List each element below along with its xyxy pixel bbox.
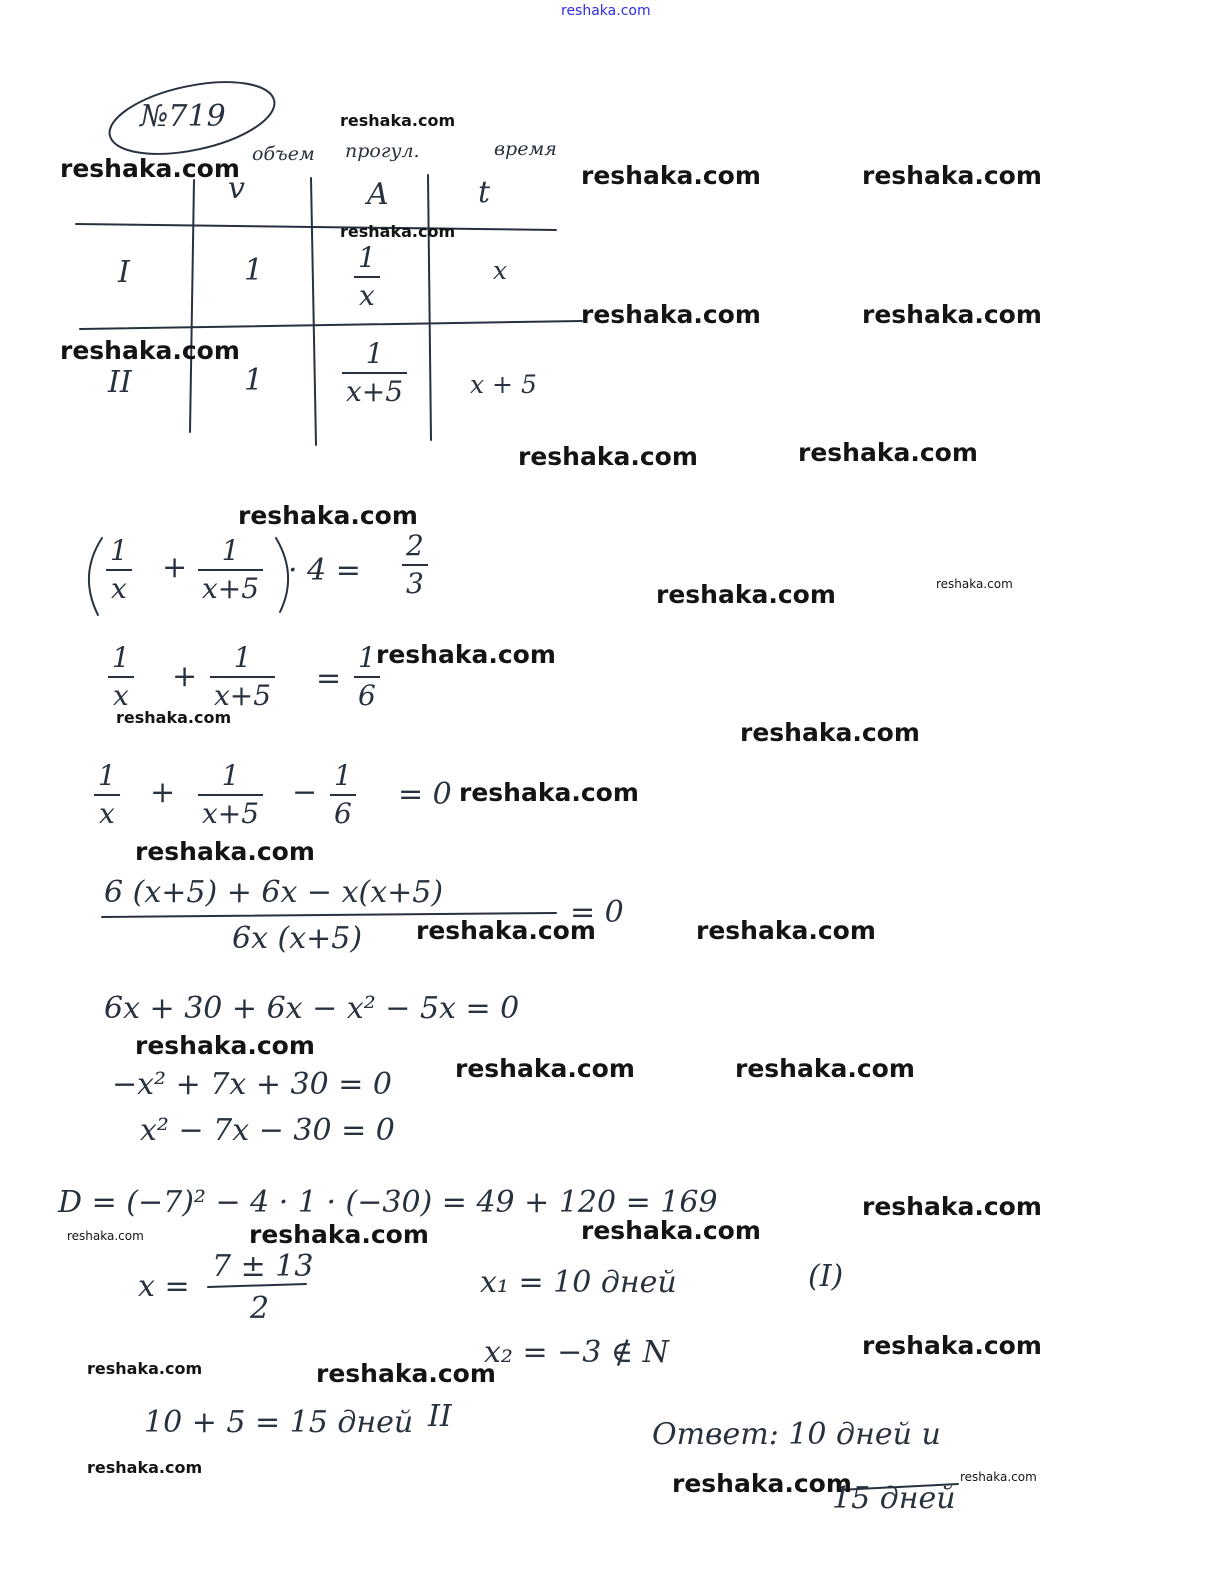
eq3-minus: − <box>292 775 318 810</box>
watermark: reshaka.com <box>60 154 240 183</box>
eq2-frac-1 <box>108 642 134 712</box>
eq2-frac-2-den: x+5 <box>214 679 272 713</box>
eq3-plus: + <box>150 775 176 810</box>
eq3-frac-3-den: 6 <box>334 797 352 831</box>
watermark: reshaka.com <box>862 1192 1042 1221</box>
site-link[interactable]: reshaka.com <box>561 3 651 19</box>
row-2-a-num: 1 <box>365 337 384 370</box>
row-2-label: II <box>108 365 132 400</box>
watermark: reshaka.com <box>656 580 836 609</box>
watermark: reshaka.com <box>740 718 920 747</box>
eq2-frac-1-den: x <box>113 679 129 713</box>
eq4-numerator: 6 (x+5) + 6x − x(x+5) <box>104 875 444 910</box>
table-hline-top <box>76 224 556 230</box>
header-a: A <box>367 177 389 212</box>
discriminant: D = (−7)² − 4 · 1 · (−30) = 49 + 120 = 169 <box>58 1185 718 1220</box>
eq3-frac-3-num: 1 <box>334 759 352 792</box>
eq2-frac-2 <box>210 642 275 712</box>
second-term: 10 + 5 = 15 дней <box>144 1405 414 1440</box>
watermark: reshaka.com <box>696 916 876 945</box>
row-1-t: x <box>493 256 508 285</box>
fraction-bar <box>106 569 132 571</box>
eq7: x² − 7x − 30 = 0 <box>140 1113 395 1148</box>
problem-number: №719 <box>140 99 226 134</box>
watermark: reshaka.com <box>798 438 978 467</box>
eq1-rhs-num: 2 <box>406 529 424 562</box>
row-1-v: 1 <box>244 253 264 288</box>
root-numerator: 7 ± 13 <box>212 1249 314 1284</box>
fraction-bar <box>342 372 407 374</box>
header-t: t <box>478 175 491 210</box>
watermark: reshaka.com <box>960 1470 1037 1484</box>
second-tag: II <box>428 1399 452 1434</box>
watermark: reshaka.com <box>316 1359 496 1388</box>
eq3-frac-1-num: 1 <box>98 759 116 792</box>
eq1-frac-1-num: 1 <box>110 534 128 567</box>
watermark: reshaka.com <box>135 1031 315 1060</box>
eq2-frac-2-num: 1 <box>233 641 252 674</box>
root-fraction-bar <box>208 1284 306 1287</box>
watermark: reshaka.com <box>455 1054 635 1083</box>
row-2-a-fraction <box>342 338 407 408</box>
x1-tag: (I) <box>808 1259 844 1294</box>
eq3-frac-3 <box>330 760 356 830</box>
watermark: reshaka.com <box>672 1469 852 1498</box>
watermark: reshaka.com <box>376 640 556 669</box>
eq6: −x² + 7x + 30 = 0 <box>112 1067 392 1102</box>
eq1-frac-1-den: x <box>111 572 127 606</box>
eq1-frac-2 <box>198 535 263 605</box>
watermark: reshaka.com <box>116 708 232 727</box>
watermark: reshaka.com <box>581 300 761 329</box>
watermark: reshaka.com <box>87 1458 203 1477</box>
row-2-a-den: x+5 <box>346 375 404 409</box>
answer-line-2: 15 дней <box>832 1481 956 1516</box>
row-2-t: x + 5 <box>470 370 537 399</box>
eq2-plus: + <box>172 659 198 694</box>
eq1-frac-2-num: 1 <box>221 534 240 567</box>
watermark: reshaka.com <box>249 1220 429 1249</box>
eq1-tail: · 4 = <box>288 553 361 588</box>
header-t-small: время <box>494 138 557 160</box>
eq2-eq: = <box>316 661 342 696</box>
eq3-frac-1 <box>94 760 120 830</box>
row-1-a-fraction <box>354 242 380 312</box>
eq2-frac-1-num: 1 <box>112 641 130 674</box>
watermark: reshaka.com <box>459 778 639 807</box>
fraction-bar <box>94 794 120 796</box>
watermark: reshaka.com <box>581 161 761 190</box>
watermark: reshaka.com <box>87 1359 203 1378</box>
table-vline-1 <box>190 180 194 432</box>
eq4-denominator: 6x (x+5) <box>232 921 363 956</box>
eq2-rhs-num: 1 <box>358 641 376 674</box>
eq3-frac-2-den: x+5 <box>202 797 260 831</box>
eq1-frac-2-den: x+5 <box>202 572 260 606</box>
watermark: reshaka.com <box>581 1216 761 1245</box>
watermark: reshaka.com <box>862 161 1042 190</box>
table-hline-mid <box>80 321 582 329</box>
table-vline-3 <box>428 175 431 440</box>
root-denominator: 2 <box>250 1291 270 1326</box>
watermark: reshaka.com <box>340 222 456 241</box>
eq1-plus: + <box>162 550 188 585</box>
header-v: v <box>228 171 245 206</box>
eq1-frac-1 <box>106 535 132 605</box>
eq5: 6x + 30 + 6x − x² − 5x = 0 <box>104 991 520 1026</box>
fraction-bar <box>354 276 380 278</box>
watermark: reshaka.com <box>862 1331 1042 1360</box>
row-1-label: I <box>118 255 130 290</box>
answer-line-1: Ответ: 10 дней и <box>652 1417 941 1452</box>
watermark: reshaka.com <box>416 916 596 945</box>
paren-left-eq1 <box>89 538 102 615</box>
eq3-eq: = 0 <box>398 777 452 812</box>
x1-value: x₁ = 10 дней <box>480 1265 677 1300</box>
eq3-frac-1-den: x <box>99 797 115 831</box>
paren-right-eq1 <box>276 538 288 612</box>
fraction-bar <box>402 564 428 566</box>
row-1-a-num: 1 <box>358 241 376 274</box>
watermark: reshaka.com <box>862 300 1042 329</box>
fraction-bar <box>198 794 263 796</box>
row-2-v: 1 <box>244 363 264 398</box>
table-vline-2 <box>311 178 316 445</box>
eq3-frac-2-num: 1 <box>221 759 240 792</box>
fraction-bar <box>198 569 263 571</box>
eq3-frac-2 <box>198 760 263 830</box>
row-1-a-den: x <box>359 279 375 313</box>
fraction-bar <box>108 676 134 678</box>
watermark: reshaka.com <box>340 111 456 130</box>
watermark: reshaka.com <box>238 501 418 530</box>
header-a-small: прогул. <box>345 140 420 162</box>
header-v-small: объем <box>252 143 315 165</box>
watermark: reshaka.com <box>135 837 315 866</box>
fraction-bar <box>210 676 275 678</box>
x2-value: x₂ = −3 ∉ N <box>484 1335 669 1370</box>
watermark: reshaka.com <box>518 442 698 471</box>
watermark: reshaka.com <box>60 336 240 365</box>
eq4-eq: = 0 <box>570 895 624 930</box>
fraction-bar <box>330 794 356 796</box>
fraction-bar <box>354 676 380 678</box>
eq1-rhs-den: 3 <box>406 567 424 601</box>
root-x-eq: x = <box>138 1269 190 1304</box>
watermark: reshaka.com <box>67 1229 144 1243</box>
eq2-rhs-den: 6 <box>358 679 376 713</box>
eq1-rhs <box>402 530 428 600</box>
watermark: reshaka.com <box>735 1054 915 1083</box>
watermark: reshaka.com <box>936 577 1013 591</box>
